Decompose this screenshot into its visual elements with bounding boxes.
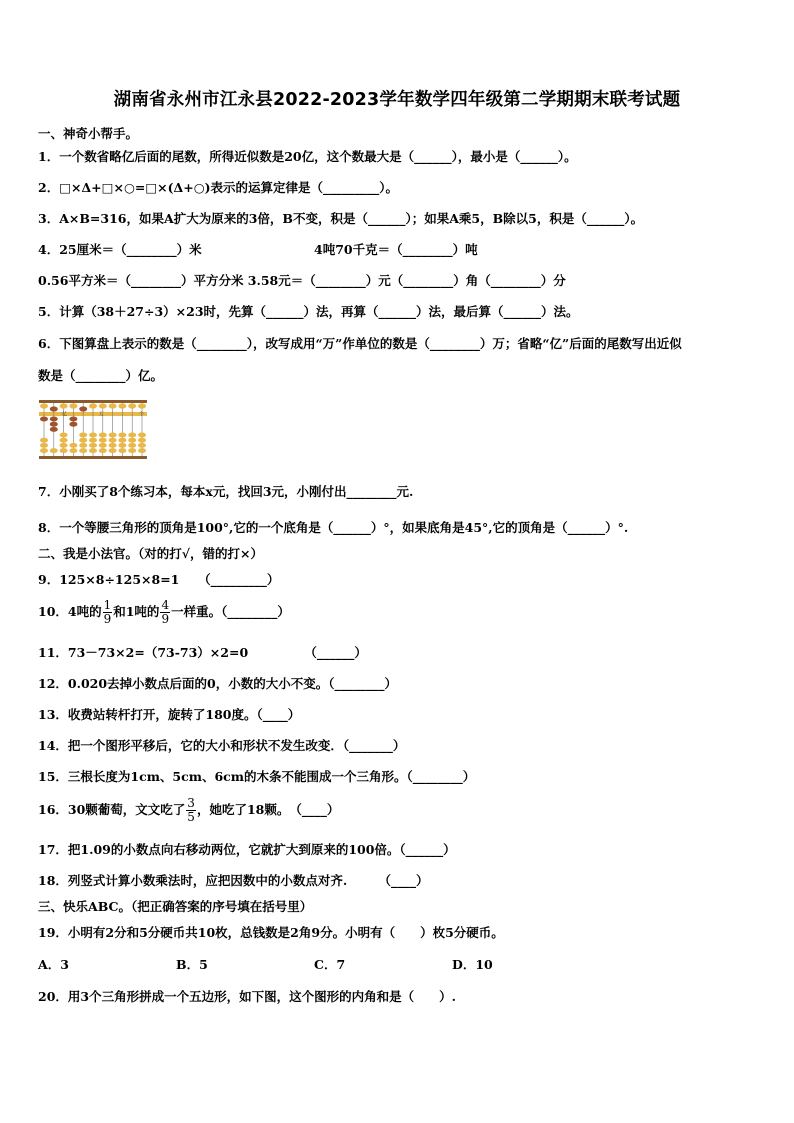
q19-option-a: A．3 — [38, 957, 69, 972]
question-10 — [38, 598, 290, 626]
abacus-bead — [109, 438, 117, 443]
abacus-bead — [60, 443, 68, 448]
section-heading-1: 一、神奇小帮手。 — [38, 126, 139, 141]
abacus-bead — [69, 422, 77, 427]
q16-fraction-denominator: 5 — [187, 810, 195, 824]
abacus-bead — [40, 438, 48, 443]
question-4-part-b: 4吨70千克＝（________）吨 — [314, 242, 478, 257]
abacus-bead — [99, 433, 107, 438]
question-9: 9．125×8÷125×8=1 （_________） — [38, 572, 280, 587]
abacus-bead — [89, 438, 97, 443]
q19-option-d: D．10 — [452, 957, 493, 972]
abacus-bead — [138, 448, 146, 453]
question-3: 3．A×B=316，如果A扩大为原来的3倍，B不变，积是（______）；如果A乘5，B除以5，积是（______）。 — [38, 211, 644, 226]
q10-fraction-2-denominator: 9 — [161, 612, 170, 626]
question-4-part-a: 4．25厘米＝（________）米 — [38, 242, 202, 257]
abacus-bead — [118, 443, 126, 448]
question-14: 14．把一个图形平移后，它的大小和形状不发生改变．（_______） — [38, 738, 406, 753]
abacus-bead — [99, 403, 107, 408]
q10-text-post: 一样重。（________） — [171, 604, 290, 619]
abacus-label-wan: 万 — [99, 411, 105, 418]
abacus-bead — [50, 406, 58, 411]
section-heading-2: 二、我是小法官。（对的打√，错的打×） — [38, 546, 263, 561]
abacus-bead — [69, 448, 77, 453]
section-heading-3: 三、快乐ABC。（把正确答案的序号填在括号里） — [38, 899, 313, 914]
q16-text-post: ，她吃了18颗。 （____） — [196, 802, 340, 817]
abacus-bead — [99, 448, 107, 453]
question-11: 11．73－73×2=（73-73）×2=0 （______） — [38, 645, 367, 660]
abacus-bead — [109, 448, 117, 453]
abacus-bead — [79, 433, 87, 438]
abacus-bead — [50, 427, 58, 432]
abacus-bead — [138, 443, 146, 448]
q10-text-mid: 和1吨的 — [113, 604, 160, 619]
question-12: 12．0.020去掉小数点后面的0，小数的大小不变。（________） — [38, 676, 397, 691]
question-16 — [38, 796, 339, 824]
abacus-bead — [109, 433, 117, 438]
q19-option-b: B．5 — [176, 957, 208, 972]
question-2: 2．□×Δ+□×○=□×(Δ+○)表示的运算定律是（_________）。 — [38, 180, 399, 195]
question-18: 18．列竖式计算小数乘法时，应把因数中的小数点对齐. （____） — [38, 873, 429, 888]
abacus-bead — [109, 403, 117, 408]
abacus-bead — [99, 443, 107, 448]
q10-text-pre: 10．4吨的 — [38, 604, 102, 619]
abacus-bead — [79, 438, 87, 443]
q10-fraction-1-denominator: 9 — [103, 612, 112, 626]
abacus-label-ge: 个 — [139, 411, 145, 418]
abacus-bead — [128, 438, 136, 443]
question-13: 13．收费站转杆打开，旋转了180度。（____） — [38, 707, 301, 722]
abacus-bead — [118, 433, 126, 438]
abacus-bead — [128, 443, 136, 448]
q16-fraction-numerator: 3 — [187, 796, 195, 810]
q10-fraction-2-numerator: 4 — [161, 598, 170, 612]
page-title: 湖南省永州市江永县2022-2023学年数学四年级第二学期期末联考试题 — [113, 90, 681, 110]
abacus-bead — [118, 438, 126, 443]
abacus-bead — [89, 433, 97, 438]
abacus-bead — [50, 417, 58, 422]
abacus-bead — [40, 403, 48, 408]
abacus-top-bar — [39, 400, 147, 403]
abacus-bead — [69, 417, 77, 422]
abacus-bead — [40, 448, 48, 453]
question-6-continued: 数是（________）亿。 — [38, 368, 164, 383]
abacus-bead — [99, 438, 107, 443]
q10-fraction-1-numerator: 1 — [103, 598, 112, 612]
abacus-bead — [138, 438, 146, 443]
abacus-bead — [40, 417, 48, 422]
question-7: 7．小刚买了8个练习本，每本x元，找回3元，小刚付出________元. — [38, 484, 414, 499]
abacus-bead — [118, 448, 126, 453]
abacus-bead — [128, 448, 136, 453]
abacus-bead — [79, 448, 87, 453]
abacus-bead — [50, 448, 58, 453]
question-1: 1．一个数省略亿后面的尾数，所得近似数是20亿，这个数最大是（______），最小是（______）。 — [38, 149, 577, 164]
abacus-bead — [50, 422, 58, 427]
abacus-bead — [60, 448, 68, 453]
q10-fraction-2 — [160, 599, 170, 626]
abacus-bead — [69, 443, 77, 448]
question-17: 17．把1.09的小数点向右移动两位，它就扩大到原来的100倍。（______） — [38, 842, 456, 857]
abacus-image — [38, 398, 148, 460]
abacus-bead — [89, 443, 97, 448]
abacus-bead — [89, 403, 97, 408]
abacus-bead — [128, 403, 136, 408]
abacus-bead — [138, 403, 146, 408]
q10-fraction-1 — [103, 599, 113, 626]
abacus-bead — [79, 406, 87, 411]
abacus-bead — [118, 403, 126, 408]
q16-fraction — [186, 797, 196, 824]
abacus-bead — [60, 403, 68, 408]
abacus-bead — [89, 448, 97, 453]
question-4-part-c: 0.56平方米＝（________）平方分米 3.58元＝（________）元（________）角（________）分 — [38, 273, 566, 288]
abacus-bead — [138, 433, 146, 438]
question-5: 5．计算（38＋27÷3）×23时，先算（______）法，再算（______）法，最后算（______）法。 — [38, 304, 579, 319]
question-15: 15．三根长度为1cm、5cm、6cm的木条不能围成一个三角形。（________） — [38, 769, 476, 784]
abacus-label-yi: 亿 — [62, 411, 68, 418]
abacus-bottom-bar — [39, 456, 147, 459]
question-8: 8．一个等腰三角形的顶角是100°,它的一个底角是（______）°，如果底角是45°,它的顶角是（______）°. — [38, 520, 629, 535]
abacus-bead — [109, 443, 117, 448]
abacus-bead — [69, 403, 77, 408]
question-6: 6．下图算盘上表示的数是（________），改写成用“万”作单位的数是（________）万；省略“亿”后面的尾数写出近似 — [38, 336, 682, 351]
abacus-bead — [60, 438, 68, 443]
question-19: 19．小明有2分和5分硬币共10枚，总钱数是2角9分。小明有（ ）枚5分硬币。 — [38, 925, 504, 940]
q16-text-pre: 16．30颗葡萄，文文吃了 — [38, 802, 186, 817]
abacus-bead — [79, 443, 87, 448]
q19-option-c: C．7 — [314, 957, 346, 972]
question-20: 20．用3个三角形拼成一个五边形，如下图，这个图形的内角和是（ ）. — [38, 989, 456, 1004]
abacus-bead — [128, 433, 136, 438]
abacus-bead — [60, 433, 68, 438]
abacus-bead — [40, 443, 48, 448]
